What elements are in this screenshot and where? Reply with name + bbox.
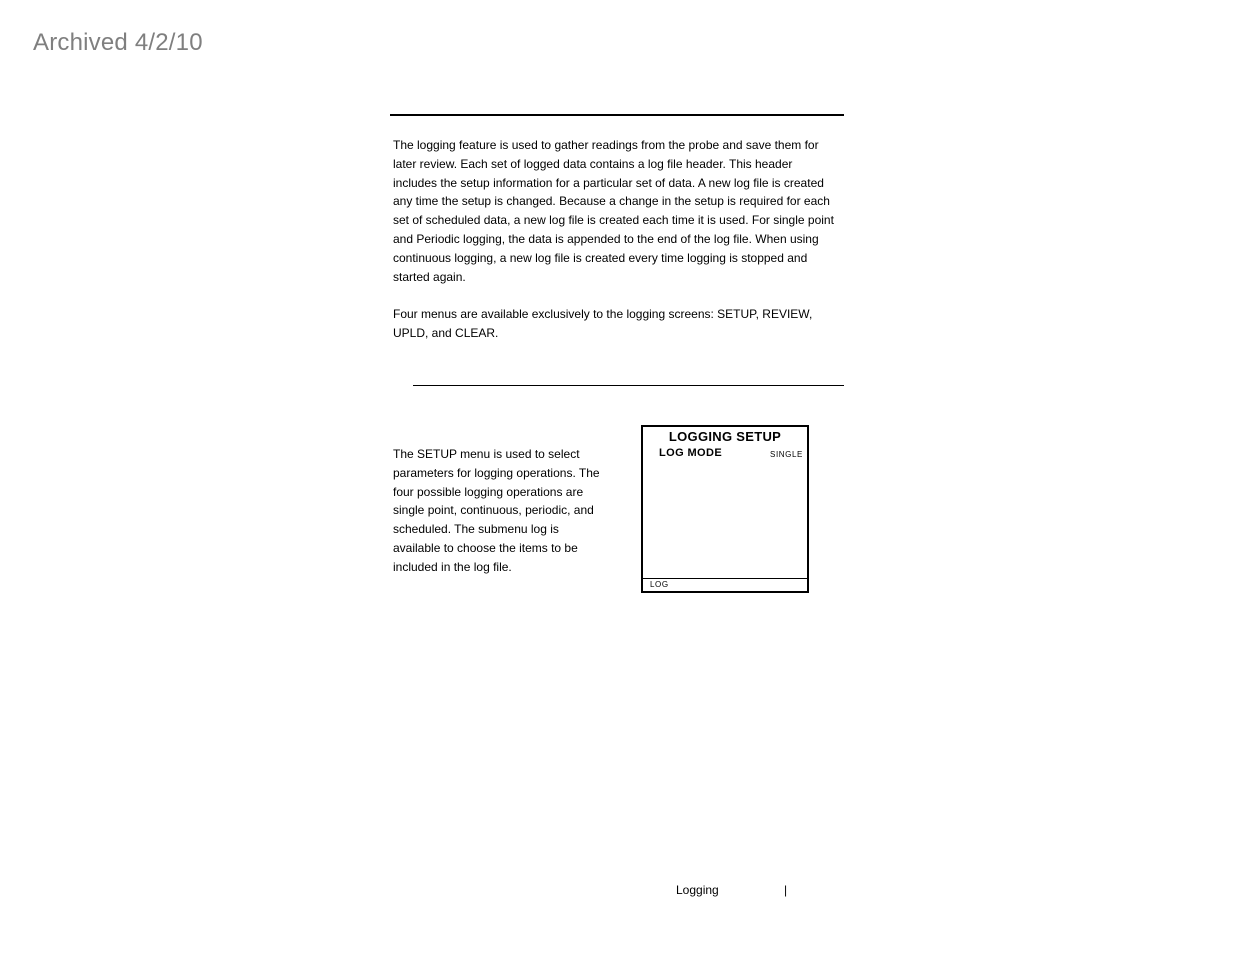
section-top-rule bbox=[390, 114, 844, 116]
menus-paragraph: Four menus are available exclusively to the logging screens: SETUP, REVIEW, UPLD, and CLEAR. bbox=[393, 307, 813, 340]
subsection-rule bbox=[413, 385, 844, 386]
archive-stamp: Archived 4/2/10 bbox=[33, 29, 203, 56]
log-softkey: LOG bbox=[650, 580, 669, 589]
softkey-bar bbox=[643, 578, 807, 591]
device-screen-title: LOGGING SETUP bbox=[668, 429, 782, 444]
log-mode-label: LOG MODE bbox=[659, 447, 723, 459]
log-mode-value: SINGLE bbox=[770, 450, 803, 459]
logging-setup-screen-figure bbox=[641, 425, 809, 593]
intro-paragraph: The logging feature is used to gather readings from the probe and save them for later review. Each set of logged data contains a log file header. This header includes the setup information for a particular set of data. A new log file is created any time the setup is changed. Because a change in the setup is required for each set of scheduled data, a new log file is created each time it is used. For single point and Periodic logging, the data is appended to the end of the log file. When using continuous logging, a new log file is created every time logging is stopped and started again. bbox=[393, 138, 834, 284]
footer-section-name: Logging bbox=[676, 883, 719, 897]
footer-divider: | bbox=[784, 883, 788, 897]
setup-paragraph: The SETUP menu is used to select parameters for logging operations. The four possible logging operations are single point, continuous, periodic, and scheduled. The submenu log is available to choose the items to be included in the log file. bbox=[393, 447, 600, 574]
